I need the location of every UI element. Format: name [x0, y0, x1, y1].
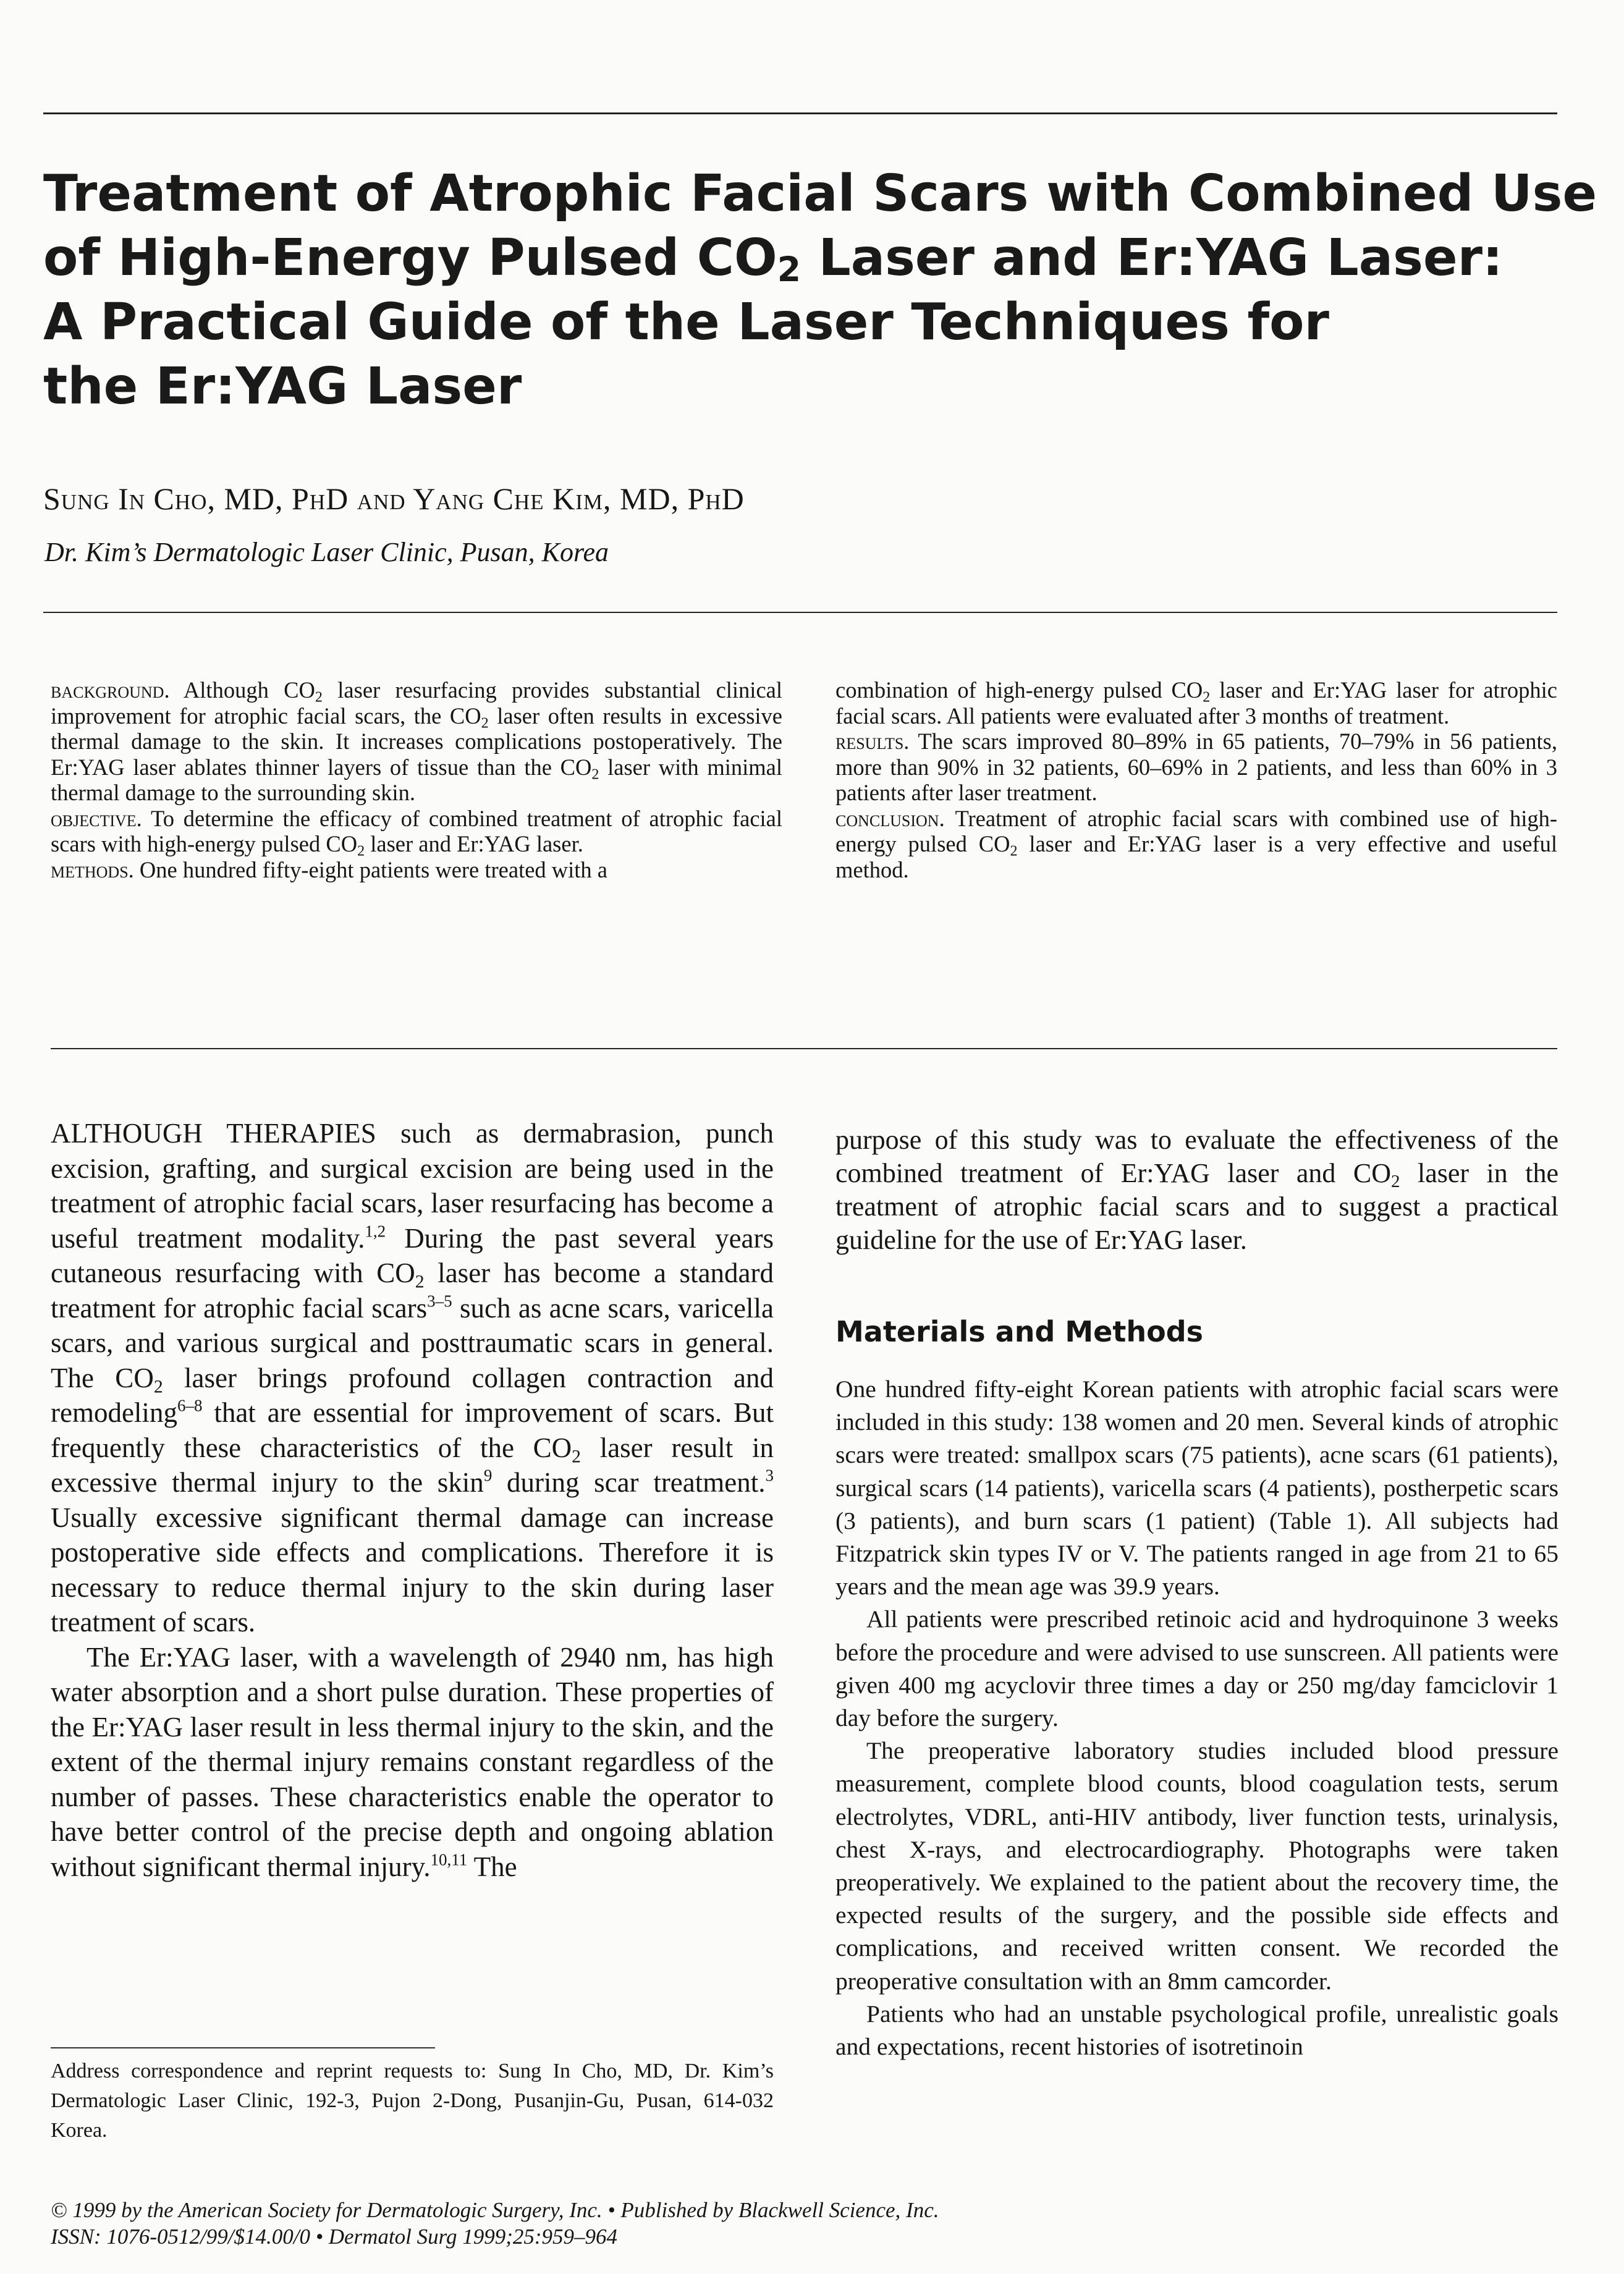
- section-heading: Materials and Methods: [835, 1315, 1204, 1348]
- abstract-methods: methods. One hundred fifty-eight patients were treated with a: [51, 856, 608, 882]
- abstract-conclusion: conclusion. Treatment of atrophic facial scars with combined use of high-energy pulsed $CO_2$ laser and Er:YAG laser is a very effective and useful method.: [835, 805, 1557, 882]
- body-paragraph: ALTHOUGH THERAPIES such as dermabrasion, punch excision, grafting, and surgical excision are being used in the treatment of atrophic facial scars, laser resurfacing has become a useful treatment modality.$^{1,2}$ During the past several years cutaneous resurfacing with $CO_2$ laser has become a standard treatment for atrophic facial scars$^{3-5}$ such as acne scars, varicella scars, and various surgical and posttraumatic scars in general. The $CO_2$ laser brings profound collagen contraction and remodeling$^{6-8}$ that are essential for improvement of scars. But frequently these characteristics of the $CO_2$ laser result in excessive thermal injury to the skin$^9$ during scar treatment.$^3$ Usually excessive significant thermal damage can increase postoperative side effects and complications. Therefore it is necessary to reduce thermal injury to the skin during laser treatment of scars.: [51, 1118, 774, 1638]
- abstract-objective: objective. To determine the efficacy of combined treatment of atrophic facial scars with high-energy pulsed $CO_2$ laser and Er:YAG laser.: [51, 805, 782, 860]
- title-line-1: Treatment of Atrophic Facial Scars with Combined Use: [43, 164, 1597, 223]
- title-line-2: of High-Energy Pulsed $CO_2$ Laser and Er:YAG Laser:: [43, 229, 1503, 289]
- body-paragraph: purpose of this study was to evaluate the effectiveness of the combined treatment of Er:YAG laser and $CO_2$ laser in the treatment of atrophic facial scars and to suggest a practical guideline for the use of Er:YAG laser.: [835, 1125, 1558, 1255]
- footnote: Address correspondence and reprint requests to: Sung In Cho, MD, Dr. Kim’s Dermatologic Laser Clinic, 192-3, Pujon 2-Dong, Pusanjin-Gu, Pusan, 614-032 Korea.: [51, 2060, 774, 2142]
- abstract-label: methods.: [51, 856, 134, 882]
- page-footer: [51, 2197, 939, 2250]
- abstract-left-column: [51, 677, 782, 882]
- body-paragraph: Patients who had an unstable psychological profile, unrealistic goals and expectations, recent histories of isotretinoin: [835, 2000, 1558, 2061]
- abstract-background: background. Although $CO_2$ laser resurfacing provides substantial clinical improvement for atrophic facial scars, the $CO_2$ laser often results in excessive thermal damage to the skin. It increases complications postoperatively. The Er:YAG laser ablates thinner layers of tissue than the $CO_2$ laser with minimal thermal damage to the surrounding skin.: [51, 677, 782, 805]
- footer-copyright: © 1999 by the American Society for Dermatologic Surgery, Inc. • Published by Blackwell Science, Inc.: [51, 2198, 939, 2222]
- title-line-4: the Er:YAG Laser: [43, 357, 522, 416]
- abstract-bottom-rule: [51, 1048, 1557, 1049]
- abstract-results: results. The scars improved 80–89% in 65 patients, 70–79% in 56 patients, more than 90% in 32 patients, 60–69% in 2 patients, and less than 60% in 3 patients after laser treatment.: [835, 729, 1557, 805]
- article-title: [43, 162, 1597, 419]
- abstract-label: background.: [51, 677, 170, 703]
- abstract-right-column: [835, 677, 1557, 882]
- body-paragraph: All patients were prescribed retinoic acid and hydroquinone 3 weeks before the procedure and were advised to use sunscreen. All patients were given 400 mg acyclovir three times a day or 250 mg/day famciclovir 1 day before the surgery.: [835, 1605, 1558, 1732]
- body-paragraph: One hundred fifty-eight Korean patients with atrophic facial scars were included in this study: 138 women and 20 men. Several kinds of atrophic scars were treated: smallpox scars (75 patients), acne scars (61 patients), surgical scars (14 patients), varicella scars (4 patients), postherpetic scars (3 patients), and burn scars (1 patient) (Table 1). All subjects had Fitzpatrick skin types IV or V. The patients ranged in age from 21 to 65 years and the mean age was 39.9 years.: [835, 1376, 1558, 1600]
- top-rule: [43, 112, 1557, 114]
- abstract-label: results.: [835, 729, 910, 754]
- footnote-rule: [51, 2047, 435, 2048]
- body-paragraph: The Er:YAG laser, with a wavelength of 2940 nm, has high water absorption and a short pulse duration. These properties of the Er:YAG laser result in less thermal injury to the skin, and the extent of the thermal injury remains constant regardless of the number of passes. These characteristics enable the operator to have better control of the precise depth and ongoing ablation without significant thermal injury.$^{10,11}$ The: [51, 1641, 774, 1882]
- body-paragraph: The preoperative laboratory studies included blood pressure measurement, complete blood counts, blood coagulation tests, serum electrolytes, VDRL, anti-HIV antibody, liver function tests, urinalysis, chest X-rays, and electrocardiography. Photographs were taken preoperatively. We explained to the patient about the recovery time, the expected results of the surgery, and the possible side effects and complications, and received written consent. We recorded the preoperative consultation with an 8mm camcorder.: [835, 1737, 1558, 1995]
- abstract-top-rule: [43, 612, 1557, 613]
- footer-citation: ISSN: 1076-0512/99/$14.00/0 • Dermatol Surg 1999;25:959–964: [51, 2225, 618, 2249]
- affiliation: Dr. Kim’s Dermatologic Laser Clinic, Pusan, Korea: [44, 537, 609, 567]
- body-right-column: [835, 1373, 1558, 2063]
- body-right-intro: [835, 1123, 1558, 1257]
- abstract-label: conclusion.: [835, 805, 945, 831]
- body-left-column: [51, 1116, 774, 1884]
- authors: Sung In Cho, MD, PhD and Yang Che Kim, MD, PhD: [43, 481, 745, 516]
- abstract-methods-cont: combination of high-energy pulsed $CO_2$ laser and Er:YAG laser for atrophic facial scars. All patients were evaluated after 3 months of treatment.: [835, 677, 1558, 729]
- title-line-3: A Practical Guide of the Laser Techniques for: [43, 293, 1329, 352]
- abstract-label: objective.: [51, 805, 142, 831]
